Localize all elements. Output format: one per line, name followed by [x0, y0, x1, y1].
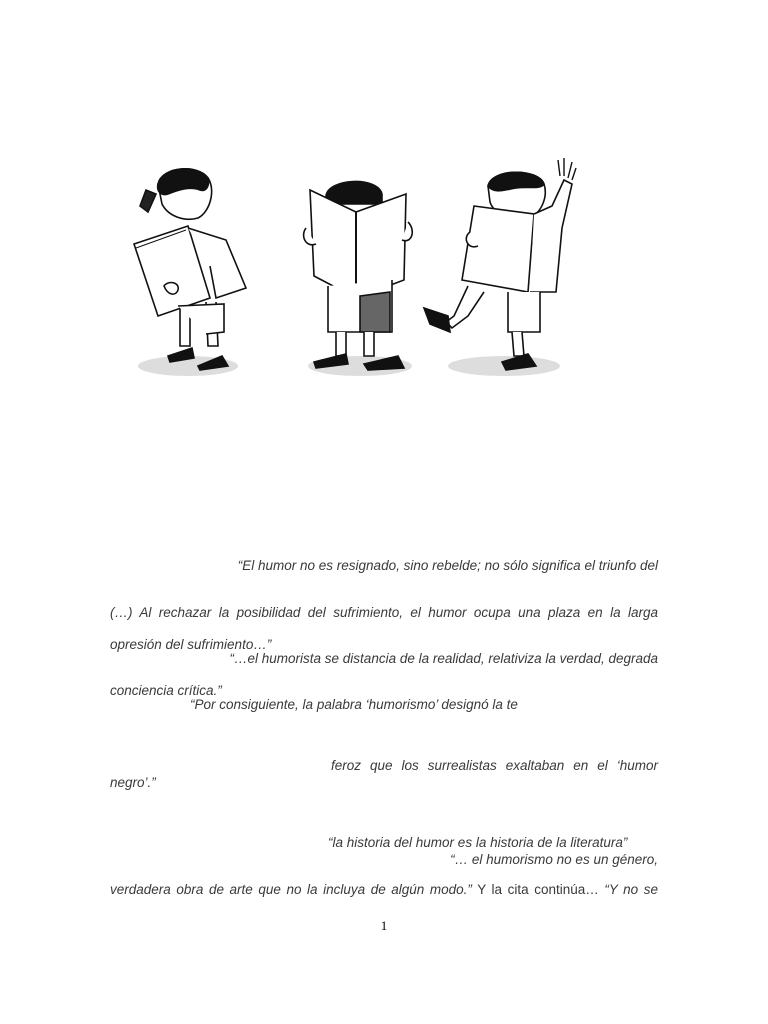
quote-line-3: opresión del sufrimiento…”	[110, 637, 272, 652]
quote-line-10: “… el humorismo no es un género,	[450, 852, 658, 867]
quote-line-2: (…) Al rechazar la posibilidad del sufrimiento, el humor ocupa una plaza en la larga	[110, 605, 658, 620]
quote-line-11-part-b: Y la cita continúa…	[471, 882, 605, 897]
quote-line-6: “Por consiguiente, la palabra ‘humorismo’ designó la te	[190, 697, 518, 712]
quote-line-1: “El humor no es resignado, sino rebelde; no sólo significa el triunfo del	[237, 558, 658, 573]
children-reading-illustration	[128, 156, 598, 388]
quote-line-7: feroz que los surrealistas exaltaban en el ‘humor	[331, 758, 658, 773]
child-reading-open-book-icon	[304, 181, 413, 376]
quote-line-9: “la historia del humor es la historia de la literatura”	[328, 835, 628, 850]
quote-line-8: negro’.”	[110, 775, 156, 790]
quote-line-11	[110, 881, 658, 899]
child-scratching-head-icon	[134, 169, 246, 376]
quote-line-11-part-c: “Y no se	[604, 882, 658, 897]
quote-line-11-part-a: verdadera obra de arte que no la incluya de algún modo.”	[110, 882, 472, 897]
quote-line-4: “…el humorista se distancia de la realidad, relativiza la verdad, degrada	[229, 651, 658, 666]
child-laughing-with-book-icon	[424, 158, 576, 376]
quote-line-5: conciencia crítica.”	[110, 683, 222, 698]
page-number: 1	[380, 918, 388, 933]
